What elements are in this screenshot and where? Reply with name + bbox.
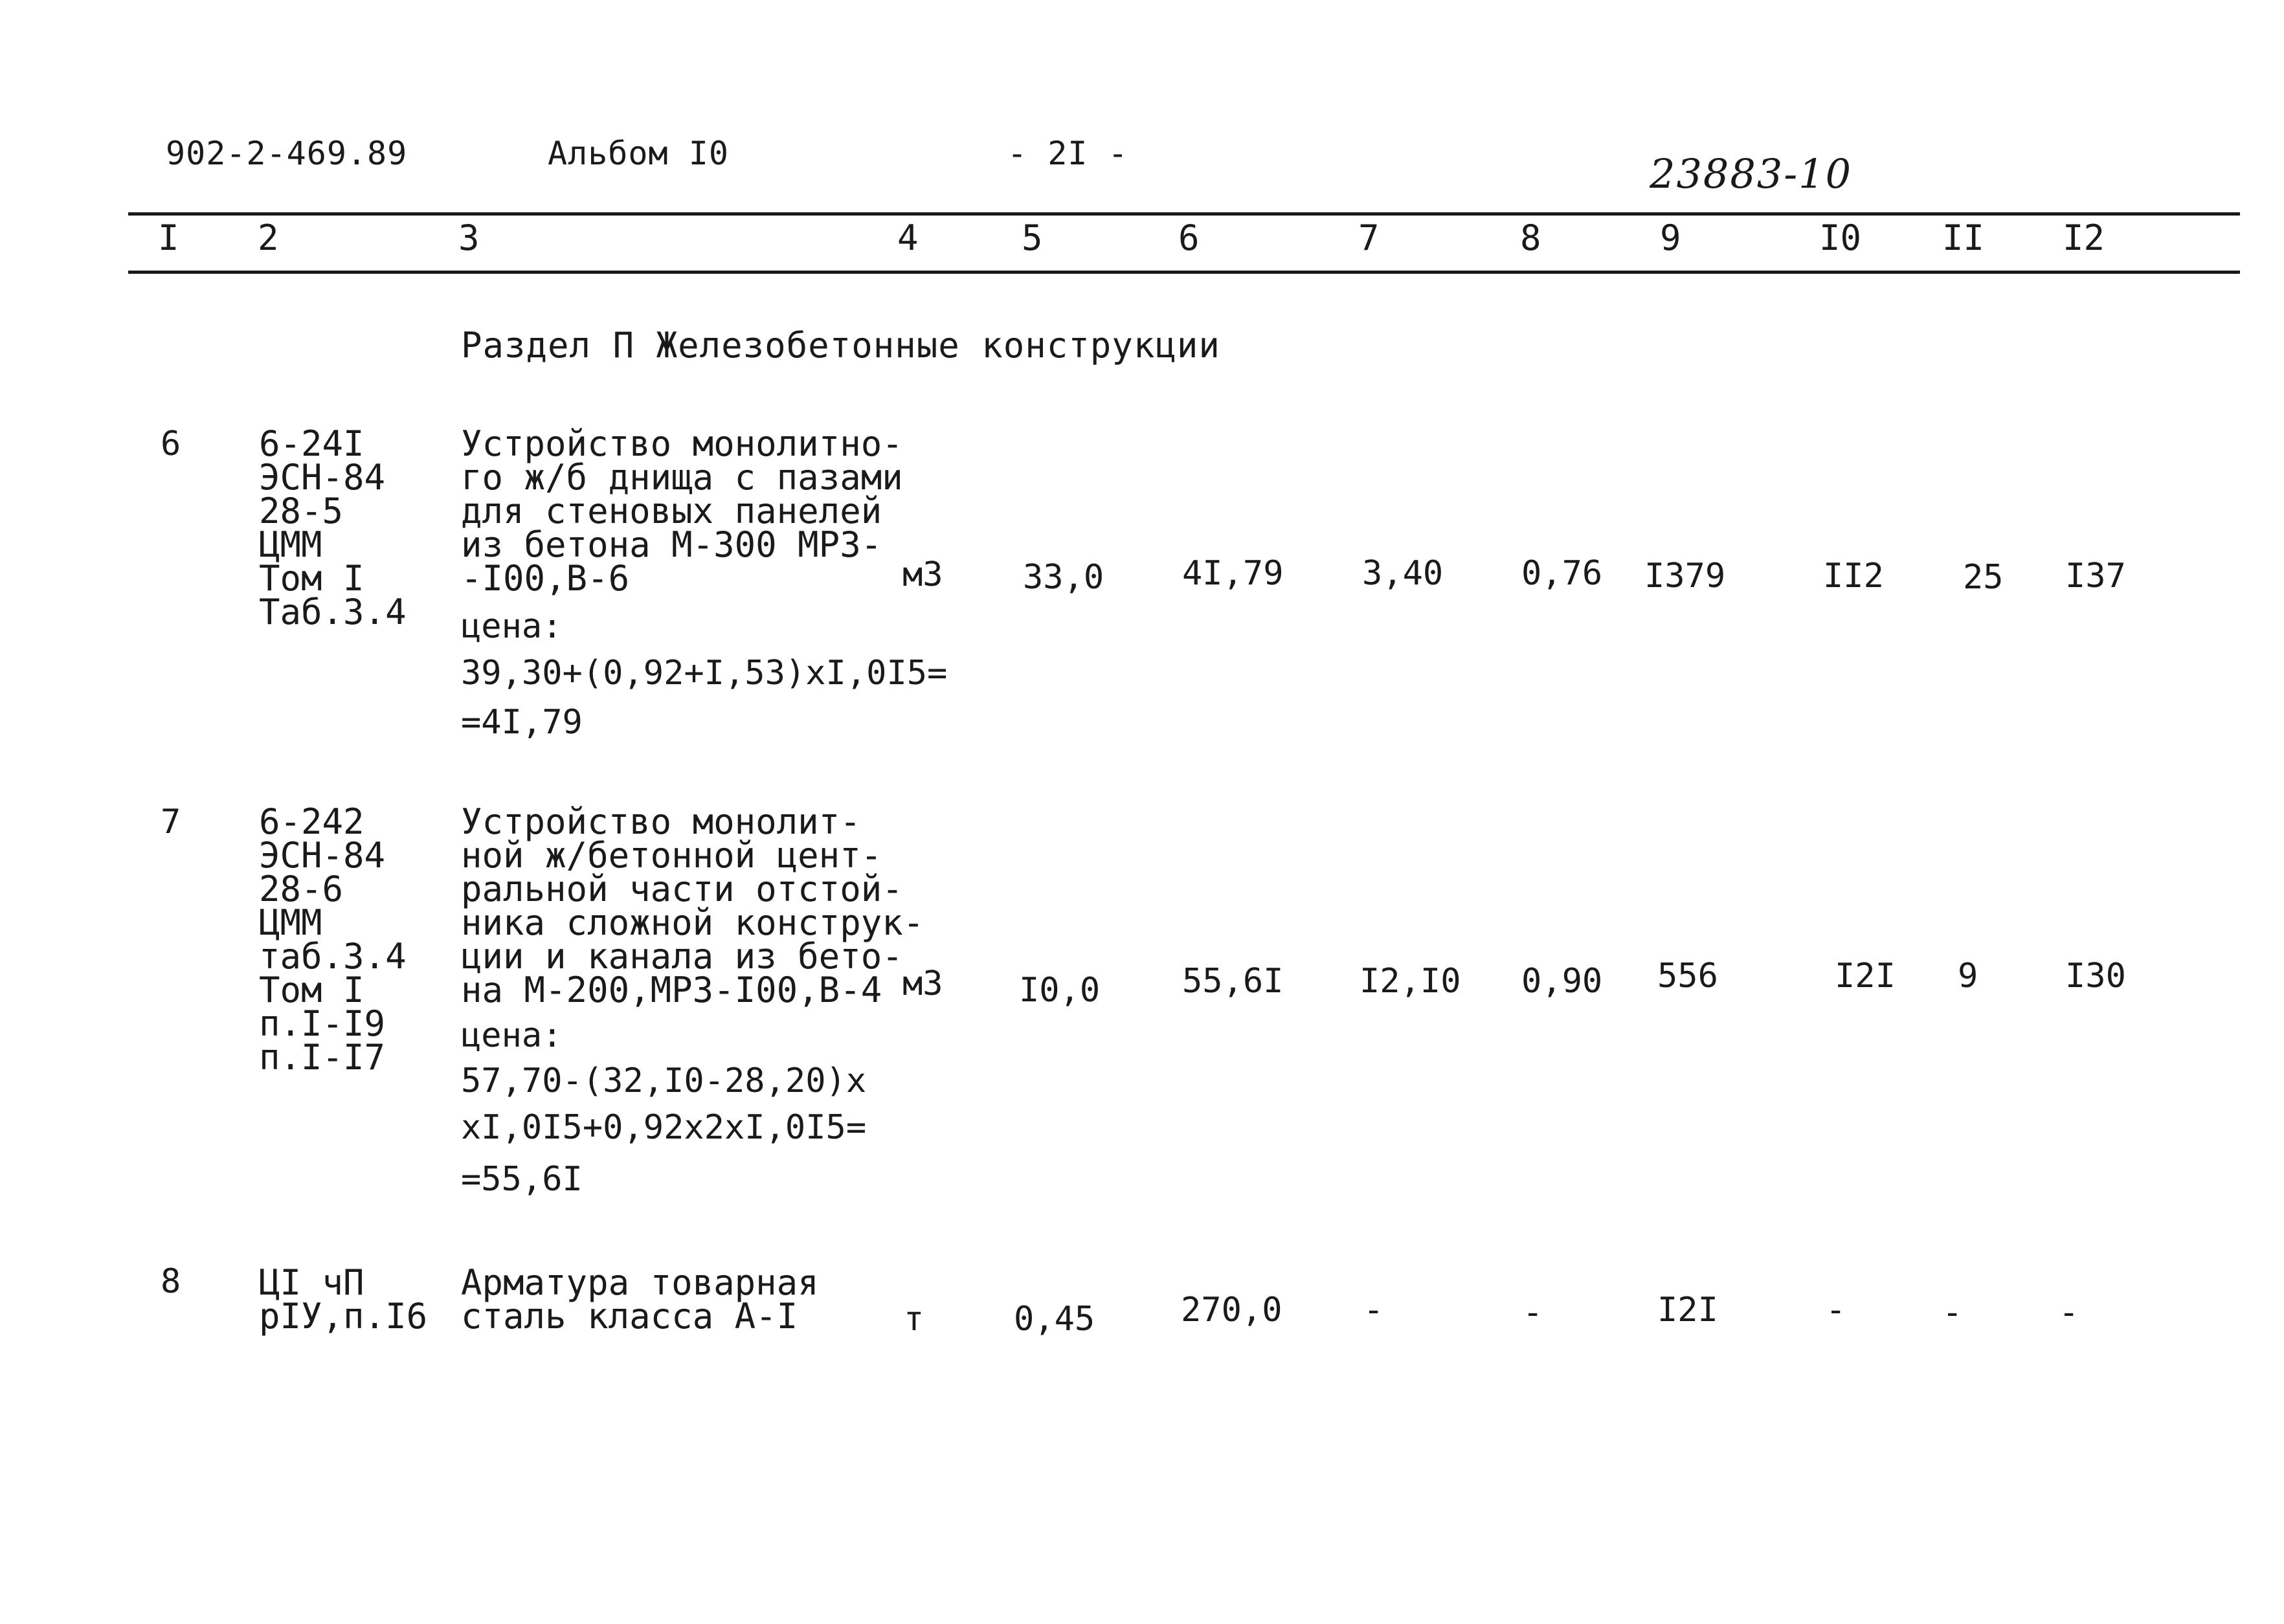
norm-line: ЭСН-84: [259, 835, 386, 876]
description-line: Арматура товарная: [461, 1262, 819, 1303]
unit-cell: м3: [902, 555, 943, 594]
price-formula: 39,30+(0,92+I,53)xI,0I5=: [461, 654, 948, 693]
col8-cell: 0,76: [1521, 554, 1603, 593]
col10-cell: -: [1826, 1291, 1846, 1329]
price-formula: xI,0I5+0,92x2xI,0I5=: [461, 1108, 867, 1147]
description-line: Устройство монолит-: [461, 801, 861, 842]
column-number-11: II: [1942, 217, 1985, 258]
norm-line: ЦММ: [259, 524, 322, 565]
column-number-12: I2: [2063, 217, 2105, 258]
description-line: из бетона М-300 МРЗ-: [461, 524, 882, 565]
norm-line: Том I: [259, 970, 364, 1010]
unit-price-cell: 4I,79: [1182, 554, 1284, 593]
col9-cell: 556: [1657, 957, 1718, 996]
norm-line: п.I-I7: [259, 1037, 386, 1078]
section-title: Раздел П Железобетонные конструкции: [461, 325, 1220, 366]
norm-line: ЦI чП: [259, 1262, 364, 1303]
column-number-2: 2: [258, 217, 279, 258]
handwritten-number: 23883-10: [1650, 150, 1853, 197]
norm-line: 6-242: [259, 801, 364, 842]
norm-line: 28-5: [259, 491, 344, 531]
column-number-10: I0: [1819, 217, 1862, 258]
col9-cell: I379: [1644, 557, 1726, 595]
column-number-7: 7: [1358, 217, 1380, 258]
work-description: [461, 1262, 819, 1337]
price-result: =4I,79: [461, 703, 583, 742]
col11-cell: 9: [1958, 957, 1978, 996]
column-number-4: 4: [897, 217, 919, 258]
description-line: сталь класса А-I: [461, 1296, 798, 1337]
description-line: ции и канала из бето-: [461, 936, 903, 977]
col7-cell: I2,I0: [1360, 962, 1461, 1001]
row-number: 6: [161, 425, 181, 463]
column-number-8: 8: [1520, 217, 1541, 258]
col9-cell: I2I: [1657, 1291, 1718, 1329]
document-code: 902-2-469.89: [166, 135, 408, 172]
norm-line: Таб.3.4: [259, 592, 407, 632]
unit-cell: т: [904, 1300, 924, 1339]
unit-cell: м3: [902, 964, 943, 1003]
norm-line: ЦММ: [259, 902, 322, 943]
album-label: Альбом I0: [548, 135, 729, 172]
column-number-9: 9: [1660, 217, 1681, 258]
description-line: для стеновых панелей: [461, 491, 882, 531]
col7-cell: 3,40: [1362, 554, 1444, 593]
description-line: Устройство монолитно-: [461, 423, 903, 464]
norm-line: таб.3.4: [259, 936, 407, 977]
norm-line: 6-24I: [259, 423, 364, 464]
quantity-cell: 0,45: [1014, 1300, 1095, 1339]
description-line: ральной части отстой-: [461, 869, 903, 909]
col8-cell: 0,90: [1521, 962, 1603, 1001]
description-line: на М-200,МРЗ-I00,В-4: [461, 970, 882, 1010]
work-description: [461, 801, 924, 1010]
col10-cell: I2I: [1835, 957, 1896, 996]
price-label: цена:: [461, 1016, 563, 1055]
col12-cell: -: [2059, 1293, 2079, 1332]
col12-cell: I30: [2065, 957, 2126, 996]
col12-cell: I37: [2065, 557, 2126, 595]
norm-line: ЭСН-84: [259, 457, 386, 498]
col8-cell: -: [1523, 1293, 1543, 1332]
description-line: ника сложной конструк-: [461, 902, 924, 943]
column-number-6: 6: [1178, 217, 1200, 258]
unit-price-cell: 270,0: [1181, 1291, 1282, 1329]
page-number: - 2I -: [1007, 135, 1128, 172]
price-formula: 57,70-(32,I0-28,20)x: [461, 1062, 867, 1100]
col11-cell: 25: [1963, 558, 2004, 597]
col11-cell: -: [1942, 1293, 1963, 1332]
norm-reference: [259, 801, 407, 1078]
row-number: 8: [161, 1262, 181, 1301]
column-number-3: 3: [458, 217, 480, 258]
column-number-1: I: [158, 217, 179, 258]
col7-cell: -: [1363, 1291, 1384, 1329]
description-line: -I00,В-6: [461, 558, 630, 599]
norm-line: п.I-I9: [259, 1003, 386, 1044]
price-label: цена:: [461, 607, 563, 646]
bottom-rule: [128, 271, 2240, 274]
unit-price-cell: 55,6I: [1182, 962, 1284, 1001]
norm-line: Том I: [259, 558, 364, 599]
quantity-cell: I0,0: [1019, 971, 1101, 1010]
work-description: [461, 423, 903, 599]
quantity-cell: 33,0: [1023, 558, 1104, 597]
column-number-5: 5: [1022, 217, 1043, 258]
col10-cell: II2: [1823, 557, 1884, 595]
norm-line: рIУ,п.I6: [259, 1296, 428, 1337]
price-result: =55,6I: [461, 1160, 583, 1199]
norm-reference: [259, 1262, 428, 1337]
norm-reference: [259, 423, 407, 632]
description-line: го ж/б днища с пазами: [461, 457, 903, 498]
row-number: 7: [161, 803, 181, 841]
description-line: ной ж/бетонной цент-: [461, 835, 882, 876]
top-rule: [128, 212, 2240, 216]
norm-line: 28-6: [259, 869, 344, 909]
